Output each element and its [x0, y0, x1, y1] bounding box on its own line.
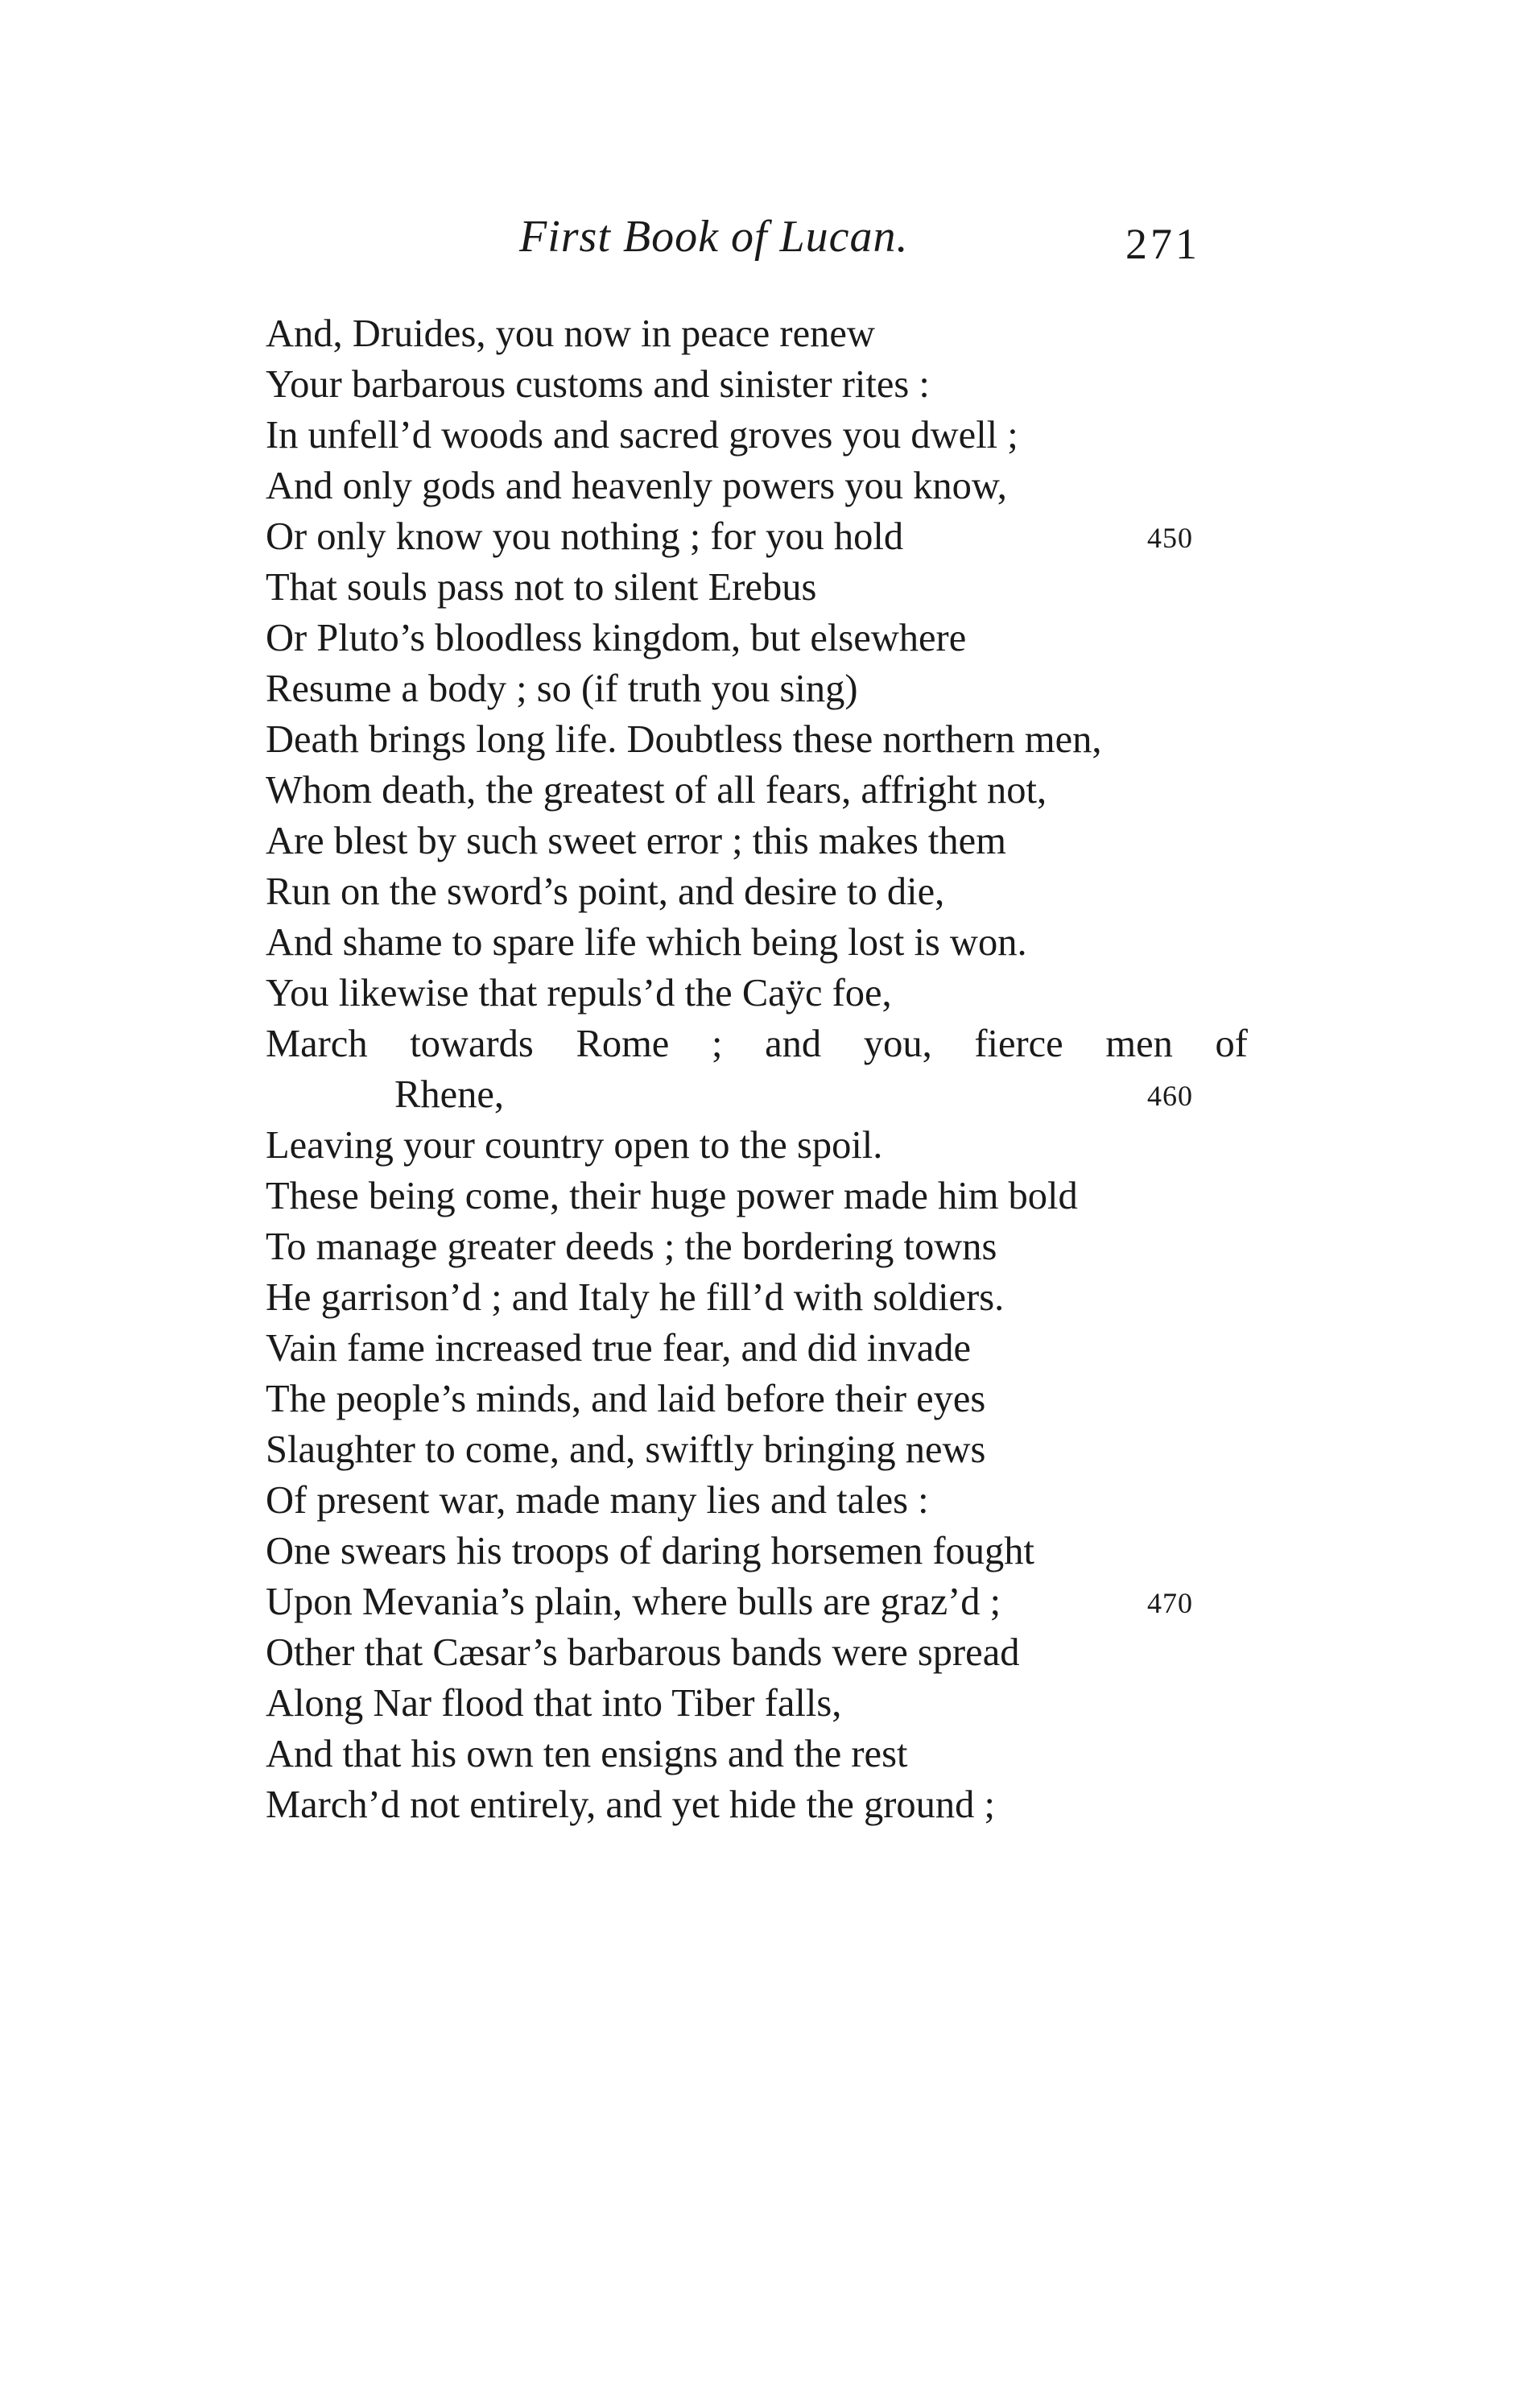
verse-text-justified — [266, 1019, 1248, 1069]
verse-text: Upon Mevania’s plain, where bulls are graz’d ; — [266, 1581, 1001, 1623]
verse-line — [266, 1069, 1248, 1120]
verse-word: you, — [863, 1023, 932, 1065]
verse-text: Are blest by such sweet error ; this makes them — [266, 820, 1006, 862]
verse-text: One swears his troops of daring horsemen fought — [266, 1530, 1034, 1572]
verse-line — [266, 1475, 1248, 1526]
verse-text: He garrison’d ; and Italy he fill’d with soldiers. — [266, 1276, 1005, 1319]
verse-text: And that his own ten ensigns and the rest — [266, 1733, 908, 1775]
verse-text: Of present war, made many lies and tales : — [266, 1479, 929, 1522]
verse-text: And shame to spare life which being lost is won. — [266, 921, 1027, 964]
verse-text: Along Nar flood that into Tiber falls, — [266, 1682, 842, 1725]
verse-text: Death brings long life. Doubtless these northern men, — [266, 718, 1102, 761]
verse-text: Resume a body ; so (if truth you sing) — [266, 667, 858, 710]
line-number: 460 — [1147, 1080, 1193, 1112]
verse-text: Slaughter to come, and, swiftly bringing news — [266, 1428, 986, 1471]
verse-line — [266, 1221, 1248, 1272]
line-number: 450 — [1147, 522, 1193, 554]
verse-word: ; — [711, 1023, 723, 1065]
verse-word: March — [266, 1023, 368, 1065]
line-number: 470 — [1147, 1587, 1193, 1619]
verse-line — [266, 917, 1248, 968]
verse-line — [266, 308, 1248, 359]
verse-text: Whom death, the greatest of all fears, affright not, — [266, 769, 1047, 812]
verse-line — [266, 1019, 1248, 1069]
verse-text: Other that Cæsar’s barbarous bands were spread — [266, 1631, 1020, 1674]
verse-line — [266, 1627, 1248, 1678]
verse-word: Rome — [576, 1023, 670, 1065]
verse-line — [266, 359, 1248, 410]
verse-text: To manage greater deeds ; the bordering towns — [266, 1225, 997, 1268]
verse-line — [266, 866, 1248, 917]
verse-text: These being come, their huge power made him bold — [266, 1175, 1078, 1217]
verse-line — [266, 1678, 1248, 1729]
verse-line — [266, 1374, 1248, 1424]
verse-line — [266, 663, 1248, 714]
verse-line — [266, 714, 1248, 765]
verse-line — [266, 461, 1248, 511]
verse-line — [266, 765, 1248, 816]
verse-text: Or Pluto’s bloodless kingdom, but elsewhere — [266, 617, 967, 659]
verse-word: towards — [410, 1023, 534, 1065]
verse-line — [266, 1323, 1248, 1374]
verse-text: That souls pass not to silent Erebus — [266, 566, 817, 609]
verse-word: and — [765, 1023, 822, 1065]
verse-text: In unfell’d woods and sacred groves you dwell ; — [266, 414, 1018, 457]
verse-line — [266, 1526, 1248, 1577]
verse-line — [266, 1779, 1248, 1830]
running-title: First Book of Lucan. — [519, 212, 909, 262]
running-head — [0, 211, 1540, 275]
verse-word: fierce — [974, 1023, 1063, 1065]
verse-line — [266, 816, 1248, 866]
verse-text: Or only know you nothing ; for you hold — [266, 515, 904, 558]
verse-line — [266, 1577, 1248, 1627]
verse-line — [266, 511, 1248, 562]
poem-text — [266, 308, 1248, 1830]
verse-text: Rhene, — [394, 1073, 505, 1116]
verse-line — [266, 1171, 1248, 1221]
verse-line — [266, 1424, 1248, 1475]
verse-line — [266, 1272, 1248, 1323]
verse-text: Leaving your country open to the spoil. — [266, 1124, 883, 1167]
verse-line — [266, 1729, 1248, 1779]
verse-text: Vain fame increased true fear, and did invade — [266, 1327, 972, 1370]
verse-word: of — [1215, 1023, 1248, 1065]
verse-word: men — [1105, 1023, 1173, 1065]
verse-text: And, Druides, you now in peace renew — [266, 312, 875, 355]
verse-text: And only gods and heavenly powers you know, — [266, 465, 1007, 507]
verse-text: Run on the sword’s point, and desire to die, — [266, 870, 945, 913]
verse-line — [266, 410, 1248, 461]
verse-line — [266, 613, 1248, 663]
page-number: 271 — [1125, 220, 1200, 268]
verse-line — [266, 1120, 1248, 1171]
verse-text: March’d not entirely, and yet hide the ground ; — [266, 1783, 995, 1826]
verse-text: Your barbarous customs and sinister rites : — [266, 363, 930, 406]
verse-text: You likewise that repuls’d the Caÿc foe, — [266, 972, 892, 1015]
verse-text: The people’s minds, and laid before their eyes — [266, 1378, 986, 1420]
verse-line — [266, 968, 1248, 1019]
verse-line — [266, 562, 1248, 613]
